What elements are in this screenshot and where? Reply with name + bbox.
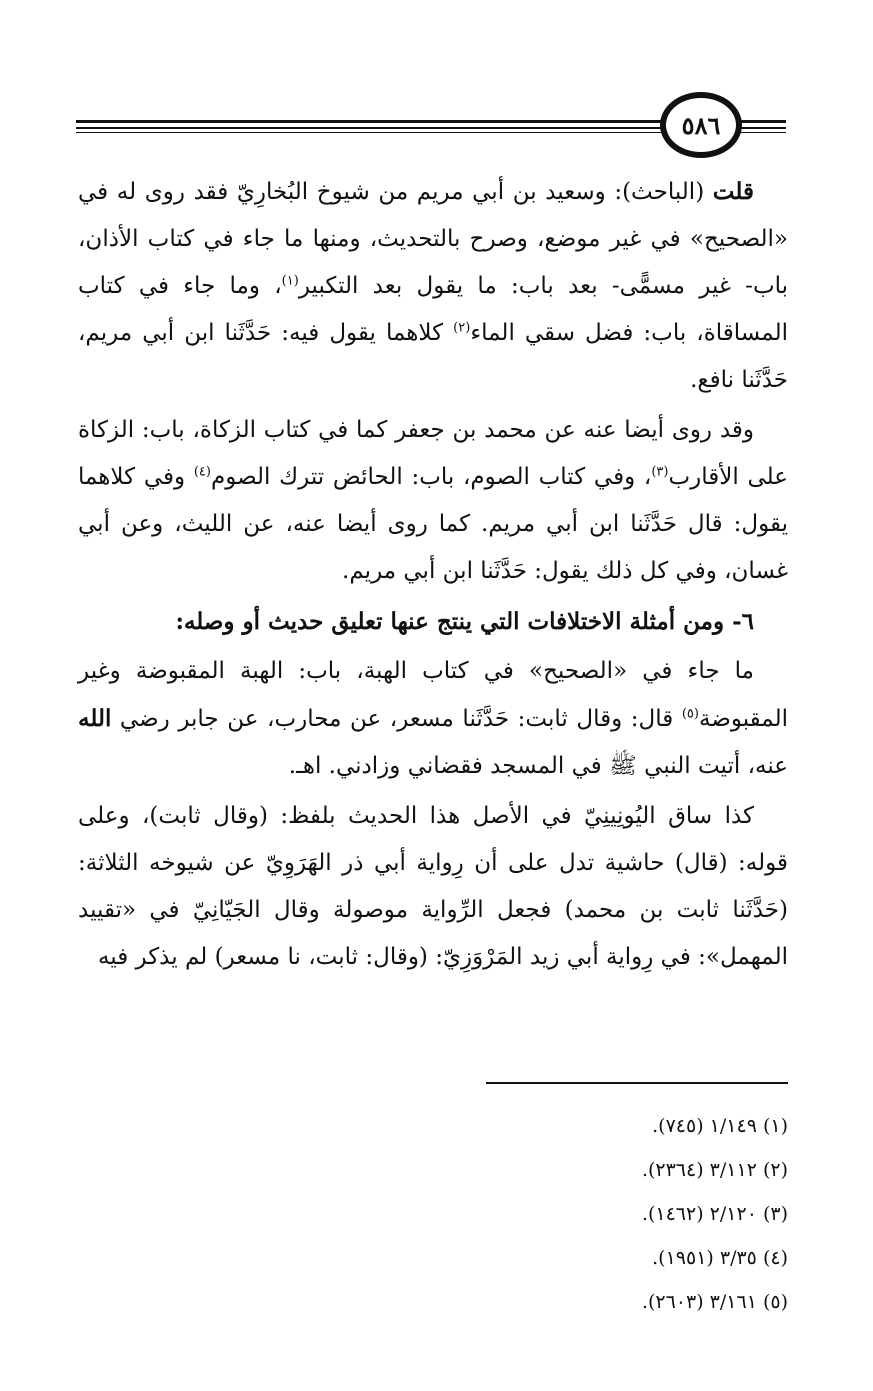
- paragraph-text: ، وفي كتاب الصوم، باب: الحائض تترك الصوم: [210, 464, 652, 490]
- paragraph-lead: قلت: [712, 178, 754, 205]
- paragraph-text: وفي كلاهما يقول: قال حَدَّثَنا ابن أبي مريم. كما روى أيضا عنه، عن الليث، وعن أبي غسان، وفي كل ذلك يقول: حَدَّثَنا ابن أبي مريم.: [78, 464, 788, 584]
- footnote-ref: (٣): [651, 464, 669, 480]
- footnote: (١) ١/١٤٩ (٧٤٥).: [652, 1115, 788, 1137]
- footnote: (٤) ٣/٣٥ (١٩٥١).: [652, 1247, 788, 1269]
- paragraph-text: كلاهما يقول فيه: حَدَّثَنا ابن أبي مريم، حَدَّثَنا نافع.: [78, 320, 788, 393]
- paragraph-text: ما جاء في «الصحيح» في كتاب الهبة، باب: الهبة المقبوضة وغير المقبوضة: [78, 658, 788, 732]
- page-number: ٥٨٦: [660, 92, 742, 158]
- paragraph-text: عنه، أتيت النبي ﷺ في المسجد فقضاني وزادني. اهـ.: [288, 753, 788, 779]
- footnote: (٢) ٣/١١٢ (٢٣٦٤).: [641, 1159, 788, 1181]
- paragraph: [78, 407, 788, 595]
- bold-word: الله: [78, 705, 112, 732]
- paragraph-text: ، وما جاء في كتاب المساقاة، باب: فضل سقي الماء: [78, 273, 788, 346]
- footnotes: [78, 1104, 788, 1324]
- section-heading: ٦- ومن أمثلة الاختلافات التي ينتج عنها تعليق حديث أو وصله:: [175, 608, 754, 635]
- footnote-ref: (١): [281, 273, 299, 289]
- main-text: [78, 168, 788, 984]
- footnote: (٣) ٢/١٢٠ (١٤٦٢).: [641, 1203, 788, 1225]
- footnote: (٥) ٣/١٦١ (٢٦٠٣).: [641, 1291, 788, 1313]
- paragraph-text: وقد روى أيضا عنه عن محمد بن جعفر كما في كتاب الزكاة، باب: الزكاة على الأقارب: [78, 417, 788, 490]
- paragraph-text: كذا ساق اليُونِينِيّ في الأصل هذا الحديث بلفظ: (وقال ثابت)، وعلى قوله: (قال) حاشية تدل على أن رِواية أبي ذر الهَرَوِيّ عن شيوخه الثلاثة: (حَدَّثَنا ثابت بن محمد) فجعل الرِّواية موصولة وقال الجَيّانِيّ في «تقييد المهمل»: في رِواية أبي زيد المَرْوَزِيّ: (وقال: ثابت، نا مسعر) لم يذكر فيه: [78, 803, 788, 970]
- paragraph: [78, 793, 788, 981]
- footnote-ref: (٤): [193, 464, 211, 480]
- footnote-separator: [486, 1082, 788, 1084]
- footnote-ref: (٥): [681, 706, 699, 722]
- paragraph-text: (الباحث): وسعيد بن أبي مريم من شيوخ البُخارِيّ فقد روى له في «الصحيح» في غير موضع، وصرح بالتحديث، ومنها ما جاء في كتاب الأذان، باب- غير مسمًّى- بعد باب: ما يقول بعد التكبير: [78, 179, 789, 299]
- paragraph: [78, 168, 788, 404]
- paragraph: [78, 648, 788, 790]
- footnote-ref: (٢): [453, 320, 471, 336]
- paragraph-text: قال: وقال ثابت: حَدَّثَنا مسعر، عن محارب، عن جابر رضي: [111, 706, 682, 732]
